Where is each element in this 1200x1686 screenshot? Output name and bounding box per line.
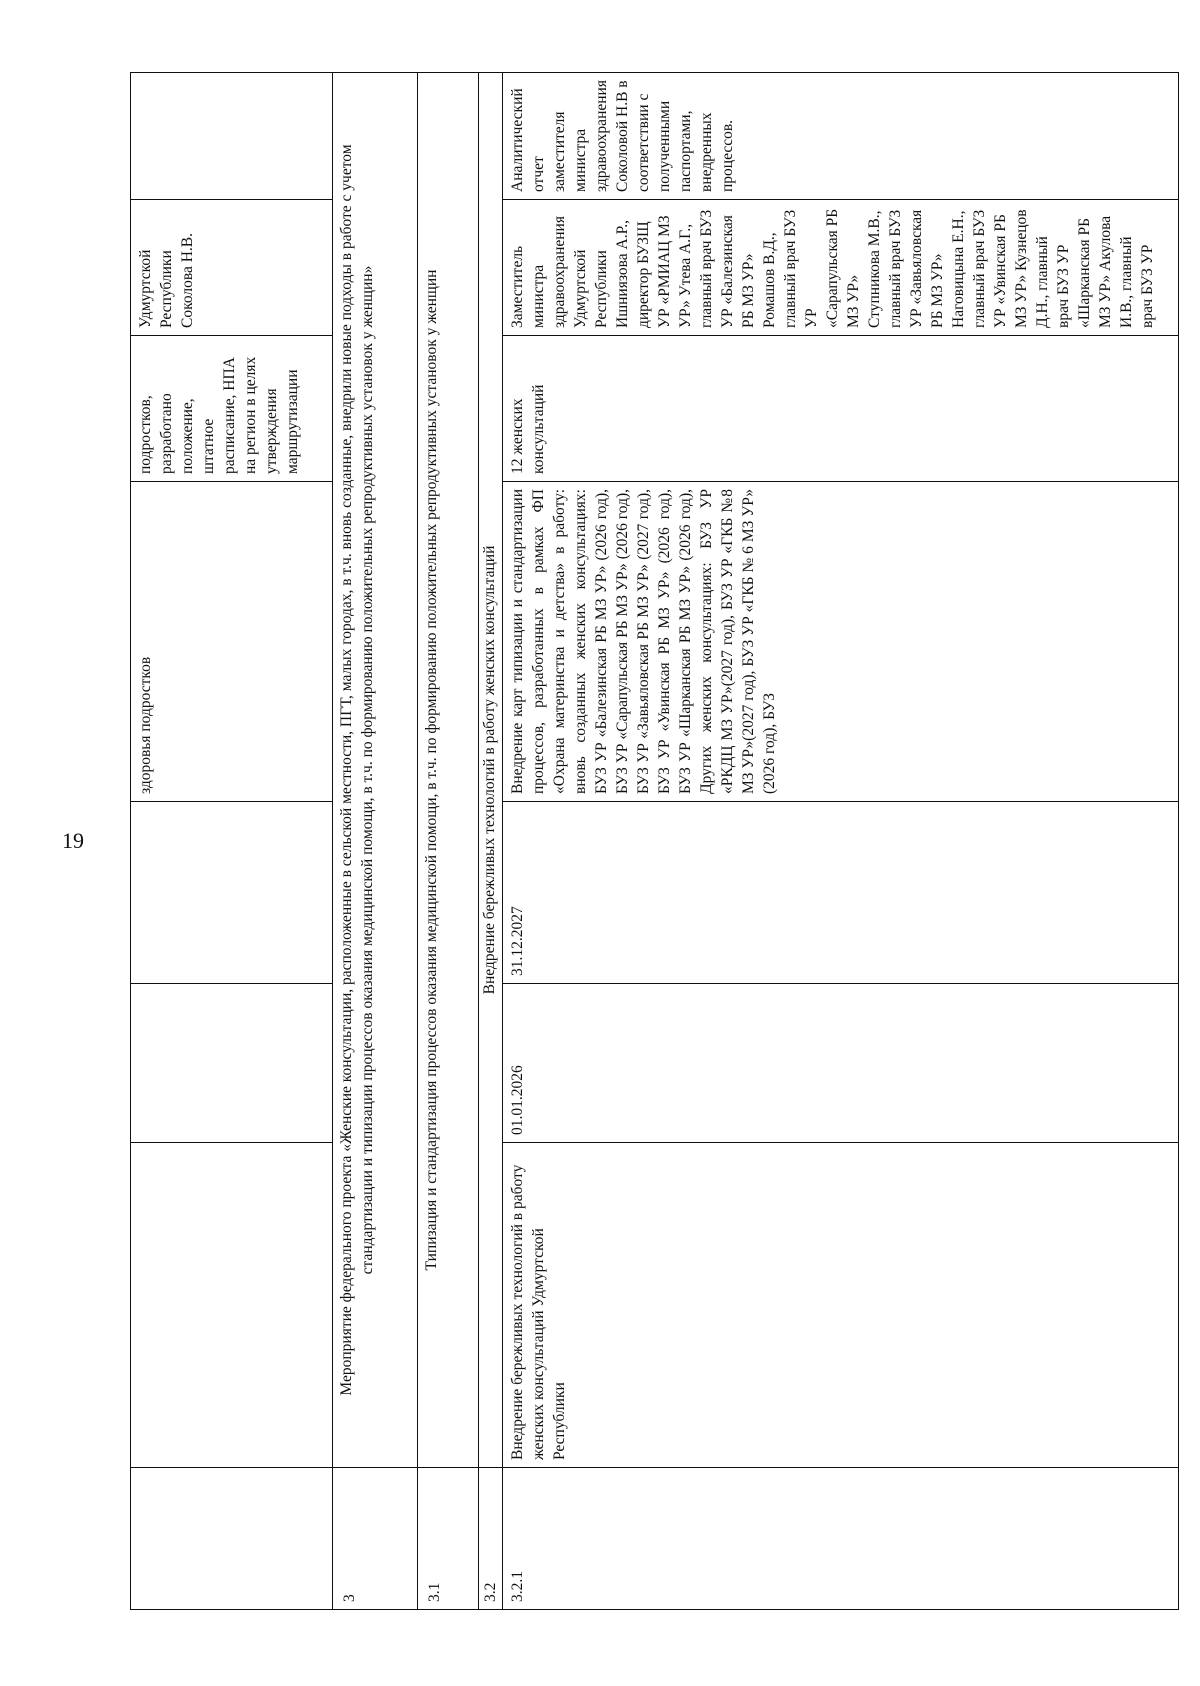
cell-result: подростков, разработано положение, штатное расписание, НПА на регион в целях утверждения маршрутизации xyxy=(131,336,333,482)
cell-report: Аналитический отчет заместителя министра здравоохранения Соколовой Н.В в соответствии с полученными паспортами, внедренных процессов. xyxy=(503,73,1179,200)
rotated-page-content xyxy=(130,73,1200,1610)
cell-name xyxy=(131,1143,333,1468)
cell-end-date: 31.12.2027 xyxy=(503,802,1179,984)
cell-result: 12 женских консультаций xyxy=(503,336,1179,482)
cell-end-date xyxy=(131,802,333,984)
table-row-3-2-1 xyxy=(503,73,1179,1610)
section-row-3-1 xyxy=(418,73,479,1610)
cell-start-date xyxy=(131,984,333,1143)
cell-start-date: 01.01.2026 xyxy=(503,984,1179,1143)
cell-name: Внедрение бережливых технологий в работу женских консультаций Удмуртской Республики xyxy=(503,1143,1179,1468)
section-row-3 xyxy=(333,73,418,1610)
table-row-continuation xyxy=(131,73,333,1610)
cell-report xyxy=(131,73,333,200)
section-3-1-number: 3.1 xyxy=(418,1468,479,1610)
section-3-2-title: Внедрение бережливых технологий в работу женских консультаций xyxy=(479,73,503,1468)
section-3-2-number: 3.2 xyxy=(479,1468,503,1610)
cell-no xyxy=(131,1468,333,1610)
section-3-1-title: Типизация и стандартизация процессов оказания медицинской помощи, в т.ч. по формированию положительных репродуктивных установок у женщин xyxy=(418,73,479,1468)
page-number: 19 xyxy=(62,828,84,853)
section-row-3-2 xyxy=(479,73,503,1610)
section-3-number: 3 xyxy=(333,1468,418,1610)
cell-no: 3.2.1 xyxy=(503,1468,1179,1610)
cell-responsible: Удмуртской Республики Соколова Н.В. xyxy=(131,200,333,336)
cell-responsible: Заместитель министра здравоохранения Удмуртской Республики Ишниязова А.Р., директор БУЗЩ УР «РМИАЦ МЗ УР» Утева А.Г., главный врач БУЗ УР «Балезинская РБ МЗ УР» Ромашов В.Д., главный врач БУЗ УР «Сарапульская РБ МЗ УР» Ступникова М.В., главный врач БУЗ УР «Завьяловская РБ МЗ УР» Наговицына Е.Н., главный врач БУЗ УР «Увинская РБ МЗ УР» Кузнецов Д.Н., главный врач БУЗ УР «Шарканская РБ МЗ УР» Акулова И.В., главный врач БУЗ УР xyxy=(503,200,1179,336)
plan-table xyxy=(130,72,1179,1610)
section-3-title: Мероприятие федерального проекта «Женские консультации, расположенные в сельской местности, ПГТ, малых городах, в т.ч. вновь созданные, внедрили новые подходы в работе с учетом стандартизации и типизации процессов оказания медицинской помощи, в т.ч. по формированию положительных репродуктивных установок у женщин» xyxy=(333,73,418,1468)
cell-description: здоровья подростков xyxy=(131,482,333,802)
cell-description: Внедрение карт типизации и стандартизации процессов, разработанных в рамках ФП «Охрана материнства и детства» в работу: вновь созданных женских консультациях: БУЗ УР «Балезинская РБ МЗ УР» (2026 год), БУЗ УР «Сарапульская РБ МЗ УР» (2026 год), БУЗ УР «Завьяловская РБ МЗ УР» (2027 год), БУЗ УР «Увинская РБ МЗ УР» (2026 год), БУЗ УР «Шарканская РБ МЗ УР» (2026 год), Других женских консультациях: БУЗ УР «РКДЦ МЗ УР»(2027 год), БУЗ УР «ГКБ №8 МЗ УР»(2027 год), БУЗ УР «ГКБ № 6 МЗ УР» (2026 год), БУЗ xyxy=(503,482,1179,802)
